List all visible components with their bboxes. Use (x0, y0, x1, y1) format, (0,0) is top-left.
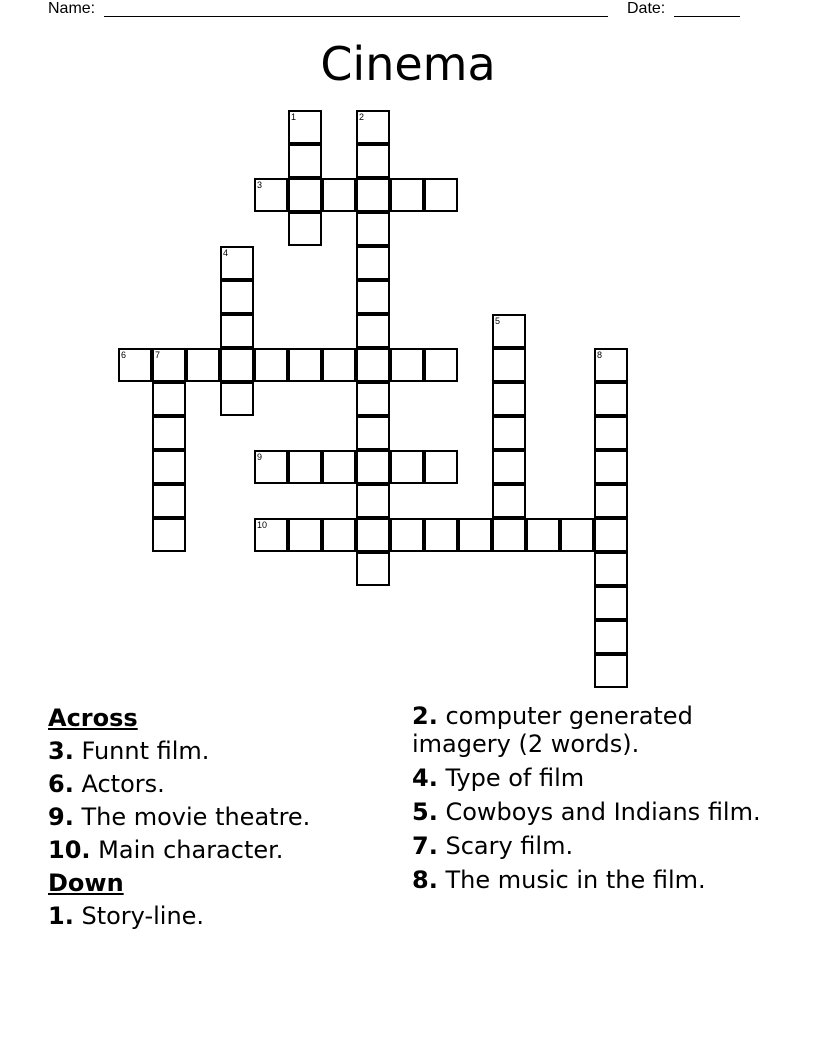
grid-cell[interactable] (424, 178, 458, 212)
grid-cell[interactable] (220, 280, 254, 314)
grid-cell[interactable] (186, 348, 220, 382)
grid-cell[interactable] (390, 518, 424, 552)
grid-cell[interactable] (594, 518, 628, 552)
grid-cell[interactable] (390, 450, 424, 484)
grid-cell[interactable] (356, 416, 390, 450)
grid-cell[interactable] (594, 654, 628, 688)
clue-number: 9 (257, 452, 263, 462)
puzzle-title: Cinema (320, 37, 496, 91)
clue-number: 6 (121, 350, 127, 360)
grid-cell[interactable] (594, 450, 628, 484)
grid-cell[interactable] (288, 178, 322, 212)
grid-cell[interactable] (152, 484, 186, 518)
grid-cell[interactable] (356, 518, 390, 552)
grid-cell[interactable] (356, 144, 390, 178)
grid-cell[interactable] (288, 518, 322, 552)
grid-cell[interactable] (356, 110, 390, 144)
grid-cell[interactable] (492, 382, 526, 416)
grid-cell[interactable] (526, 518, 560, 552)
clues-right-column (412, 702, 772, 900)
grid-cell[interactable] (356, 178, 390, 212)
grid-cell[interactable] (356, 450, 390, 484)
across-clue: 10. Main character. (48, 836, 284, 864)
grid-cell[interactable] (356, 484, 390, 518)
grid-cell[interactable] (356, 552, 390, 586)
grid-cell[interactable] (492, 348, 526, 382)
grid-cell[interactable] (458, 518, 492, 552)
grid-cell[interactable] (390, 178, 424, 212)
grid-cell[interactable] (220, 246, 254, 280)
grid-cell[interactable] (288, 212, 322, 246)
grid-cell[interactable] (356, 246, 390, 280)
clues-left-column (48, 702, 388, 933)
grid-cell[interactable] (390, 348, 424, 382)
clue-number: 5 (495, 316, 501, 326)
grid-cell[interactable] (594, 552, 628, 586)
grid-cell[interactable] (594, 620, 628, 654)
down-clue: 7. Scary film. (412, 832, 574, 860)
grid-cell[interactable] (424, 518, 458, 552)
grid-cell[interactable] (254, 178, 288, 212)
grid-cell[interactable] (594, 484, 628, 518)
grid-cell[interactable] (288, 144, 322, 178)
grid-cell[interactable] (356, 382, 390, 416)
grid-cell[interactable] (594, 416, 628, 450)
grid-cell[interactable] (118, 348, 152, 382)
down-clue: 8. The music in the film. (412, 866, 706, 894)
grid-cell[interactable] (560, 518, 594, 552)
grid-cell[interactable] (152, 348, 186, 382)
grid-cell[interactable] (254, 450, 288, 484)
clue-number: 7 (155, 350, 161, 360)
grid-cell[interactable] (288, 450, 322, 484)
grid-cell[interactable] (322, 178, 356, 212)
down-clue: 5. Cowboys and Indians film. (412, 798, 761, 826)
name-label: Name: (48, 0, 96, 17)
grid-cell[interactable] (424, 450, 458, 484)
grid-cell[interactable] (288, 348, 322, 382)
down-heading: Down (48, 869, 124, 897)
clue-number: 4 (223, 248, 229, 258)
grid-cell[interactable] (220, 382, 254, 416)
across-clue: 3. Funnt film. (48, 737, 210, 765)
grid-cell[interactable] (288, 110, 322, 144)
grid-cell[interactable] (322, 348, 356, 382)
grid-cell[interactable] (152, 450, 186, 484)
date-label: Date: (627, 0, 666, 17)
clue-number: 1 (291, 112, 297, 122)
clue-number: 8 (597, 350, 603, 360)
grid-cell[interactable] (356, 348, 390, 382)
grid-cell[interactable] (492, 450, 526, 484)
grid-cell[interactable] (492, 416, 526, 450)
grid-cell[interactable] (492, 484, 526, 518)
clue-number: 3 (257, 180, 263, 190)
clue-number: 10 (257, 520, 268, 530)
grid-cell[interactable] (152, 518, 186, 552)
grid-cell[interactable] (492, 314, 526, 348)
grid-cell[interactable] (152, 382, 186, 416)
grid-cell[interactable] (356, 314, 390, 348)
grid-cell[interactable] (356, 212, 390, 246)
clue-number: 2 (359, 112, 365, 122)
grid-cell[interactable] (322, 518, 356, 552)
down-clue: 2. computer generated imagery (2 words). (412, 702, 693, 758)
grid-cell[interactable] (322, 450, 356, 484)
down-clue: 1. Story-line. (48, 902, 205, 930)
grid-cell[interactable] (254, 518, 288, 552)
grid-cell[interactable] (594, 382, 628, 416)
across-clue: 9. The movie theatre. (48, 803, 311, 831)
across-clue: 6. Actors. (48, 770, 165, 798)
grid-cell[interactable] (424, 348, 458, 382)
grid-cell[interactable] (220, 348, 254, 382)
across-heading: Across (48, 704, 138, 732)
grid-cell[interactable] (492, 518, 526, 552)
grid-cell[interactable] (152, 416, 186, 450)
grid-cell[interactable] (220, 314, 254, 348)
grid-cell[interactable] (254, 348, 288, 382)
grid-cell[interactable] (594, 348, 628, 382)
down-clue: 4. Type of film (412, 764, 585, 792)
grid-cell[interactable] (356, 280, 390, 314)
grid-cell[interactable] (594, 586, 628, 620)
